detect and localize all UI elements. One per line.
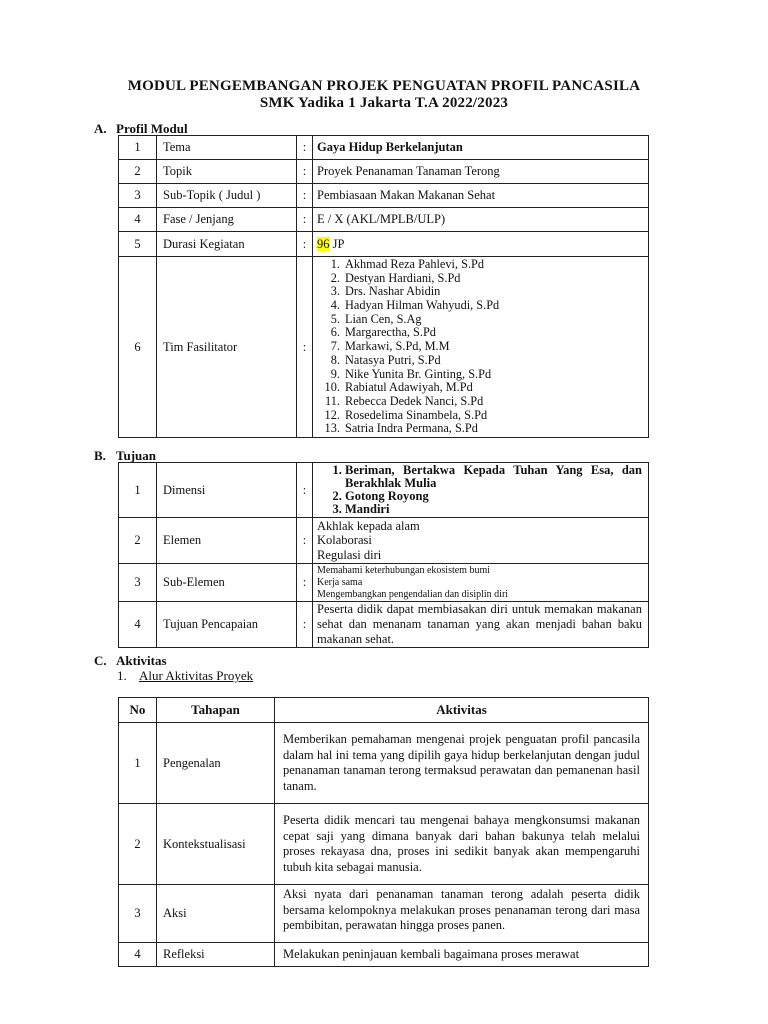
row-colon: : bbox=[297, 136, 313, 160]
sub-elemen-item: Kerja sama bbox=[317, 576, 363, 588]
section-a-letter: A. bbox=[94, 121, 107, 136]
profil-modul-table bbox=[118, 135, 649, 438]
row-label: Sub-Elemen bbox=[157, 564, 297, 602]
table-row bbox=[119, 232, 649, 257]
row-label: Tim Fasilitator bbox=[157, 257, 297, 438]
list-item: 13. Satria Indra Permana, S.Pd bbox=[343, 422, 642, 436]
list-item: 10. Rabiatul Adawiyah, M.Pd bbox=[343, 381, 642, 395]
fase-value: E / X (AKL/MPLB/ULP) bbox=[313, 208, 649, 232]
list-item: 5. Lian Cen, S.Ag bbox=[343, 313, 642, 327]
table-row bbox=[119, 943, 649, 967]
list-item: 6. Margarectha, S.Pd bbox=[343, 326, 642, 340]
row-no: 4 bbox=[119, 943, 157, 967]
row-label: Fase / Jenjang bbox=[157, 208, 297, 232]
table-row bbox=[119, 160, 649, 184]
table-row bbox=[119, 208, 649, 232]
list-item: 2. Destyan Hardiani, S.Pd bbox=[343, 272, 642, 286]
document-subtitle: SMK Yadika 1 Jakarta T.A 2022/2023 bbox=[259, 95, 509, 111]
row-aktivitas: Aksi nyata dari penanaman tanaman terong adalah peserta didik bersama kelompoknya melakukan proses penanaman terong dari masa pembibitan, perawatan hingga proses panen. bbox=[275, 885, 649, 943]
document-title: MODUL PENGEMBANGAN PROJEK PENGUATAN PROFIL PANCASILA bbox=[127, 78, 641, 94]
list-item: 11. Rebecca Dedek Nanci, S.Pd bbox=[343, 395, 642, 409]
list-item: 7. Markawi, S.Pd, M.M bbox=[343, 340, 642, 354]
row-no: 3 bbox=[119, 885, 157, 943]
row-no: 4 bbox=[119, 208, 157, 232]
row-label: Topik bbox=[157, 160, 297, 184]
sub-elemen-item: Memahami keterhubungan ekosistem bumi bbox=[317, 564, 491, 576]
table-row bbox=[119, 518, 649, 564]
row-no: 1 bbox=[119, 463, 157, 518]
durasi-unit: JP bbox=[329, 236, 345, 251]
section-c-letter: C. bbox=[94, 653, 107, 668]
row-colon: : bbox=[297, 564, 313, 602]
row-aktivitas: Melakukan peninjauan kembali bagaimana proses merawat bbox=[275, 943, 649, 967]
row-colon: : bbox=[297, 602, 313, 648]
row-aktivitas: Memberikan pemahaman mengenai projek penguatan profil pancasila dalam hal ini tema yang dipilih gaya hidup berkelanjutan dengan judul penanaman tanaman terong termaksud perawatan dan pemanenan hasil tanam. bbox=[275, 723, 649, 804]
facilitator-cell bbox=[313, 257, 649, 438]
elemen-item: Kolaborasi bbox=[317, 533, 372, 548]
alur-aktivitas-heading bbox=[117, 668, 253, 684]
list-item: 4. Hadyan Hilman Wahyudi, S.Pd bbox=[343, 299, 642, 313]
table-header-row bbox=[119, 698, 649, 723]
durasi-number-highlight: 96 bbox=[317, 236, 330, 251]
row-colon: : bbox=[297, 518, 313, 564]
row-colon: : bbox=[297, 208, 313, 232]
row-label: Sub-Topik ( Judul ) bbox=[157, 184, 297, 208]
table-row bbox=[119, 602, 649, 648]
row-tahapan: Pengenalan bbox=[157, 723, 275, 804]
sub-heading-title: Alur Aktivitas Proyek bbox=[139, 668, 254, 683]
list-item: 2. Gotong Royong bbox=[345, 490, 642, 503]
dimensi-list bbox=[317, 464, 642, 517]
row-colon: : bbox=[297, 257, 313, 438]
elemen-cell bbox=[313, 518, 649, 564]
row-no: 1 bbox=[119, 723, 157, 804]
row-no: 6 bbox=[119, 257, 157, 438]
row-no: 1 bbox=[119, 136, 157, 160]
table-row bbox=[119, 184, 649, 208]
row-aktivitas: Peserta didik mencari tau mengenai bahaya mengkonsumsi makanan cepat saji yang dimana banyak dari bahan bakunya telah melalui proses rekayasa dna, proses ini sedikit banyak akan mempengaruhi tubuh kita sebagai manusia. bbox=[275, 804, 649, 885]
row-colon: : bbox=[297, 160, 313, 184]
topik-value: Proyek Penanaman Tanaman Terong bbox=[313, 160, 649, 184]
row-colon: : bbox=[297, 232, 313, 257]
section-c-heading bbox=[94, 653, 167, 669]
list-item: 12. Rosedelima Sinambela, S.Pd bbox=[343, 409, 642, 423]
section-b-letter: B. bbox=[94, 448, 106, 463]
row-no: 3 bbox=[119, 184, 157, 208]
elemen-item: Akhlak kepada alam bbox=[317, 518, 420, 533]
row-no: 2 bbox=[119, 804, 157, 885]
row-no: 2 bbox=[119, 160, 157, 184]
sub-elemen-cell bbox=[313, 564, 649, 602]
table-row bbox=[119, 257, 649, 438]
list-item: 9. Nike Yunita Br. Ginting, S.Pd bbox=[343, 368, 642, 382]
table-row bbox=[119, 885, 649, 943]
column-header-tahapan: Tahapan bbox=[157, 698, 275, 723]
elemen-item: Regulasi diri bbox=[317, 547, 382, 562]
table-row bbox=[119, 804, 649, 885]
row-no: 4 bbox=[119, 602, 157, 648]
table-row bbox=[119, 463, 649, 518]
list-item: 3. Drs. Nashar Abidin bbox=[343, 285, 642, 299]
row-colon: : bbox=[297, 184, 313, 208]
row-label: Elemen bbox=[157, 518, 297, 564]
tujuan-table bbox=[118, 462, 649, 648]
tujuan-pencapaian-text: Peserta didik dapat membiasakan diri untuk memakan makanan sehat dan menanam tanaman yang akan menjadi bahan baku makanan sehat. bbox=[313, 602, 649, 648]
list-item: 8. Natasya Putri, S.Pd bbox=[343, 354, 642, 368]
section-b-title: Tujuan bbox=[116, 448, 156, 463]
row-label: Tujuan Pencapaian bbox=[157, 602, 297, 648]
row-tahapan: Aksi bbox=[157, 885, 275, 943]
table-row bbox=[119, 564, 649, 602]
section-c-title: Aktivitas bbox=[116, 653, 167, 668]
column-header-no: No bbox=[119, 698, 157, 723]
row-tahapan: Refleksi bbox=[157, 943, 275, 967]
table-row bbox=[119, 136, 649, 160]
row-label: Durasi Kegiatan bbox=[157, 232, 297, 257]
sub-elemen-item: Mengembangkan pengendalian dan disiplin diri bbox=[317, 588, 509, 600]
list-item: 1. Beriman, Bertakwa Kepada Tuhan Yang Esa, dan Berakhlak Mulia bbox=[345, 464, 642, 490]
dimensi-cell bbox=[313, 463, 649, 518]
row-no: 5 bbox=[119, 232, 157, 257]
column-header-aktivitas: Aktivitas bbox=[275, 698, 649, 723]
row-colon: : bbox=[297, 463, 313, 518]
row-no: 2 bbox=[119, 518, 157, 564]
tema-value: Gaya Hidup Berkelanjutan bbox=[313, 136, 649, 160]
row-label: Tema bbox=[157, 136, 297, 160]
row-no: 3 bbox=[119, 564, 157, 602]
aktivitas-table bbox=[118, 697, 649, 967]
list-item: 3. Mandiri bbox=[345, 503, 642, 516]
facilitator-list bbox=[317, 258, 642, 436]
durasi-value bbox=[313, 232, 649, 257]
row-tahapan: Kontekstualisasi bbox=[157, 804, 275, 885]
sub-heading-number: 1. bbox=[117, 668, 127, 683]
list-item: 1. Akhmad Reza Pahlevi, S.Pd bbox=[343, 258, 642, 272]
section-a-title: Profil Modul bbox=[116, 121, 188, 136]
sub-topik-value: Pembiasaan Makan Makanan Sehat bbox=[313, 184, 649, 208]
row-label: Dimensi bbox=[157, 463, 297, 518]
table-row bbox=[119, 723, 649, 804]
